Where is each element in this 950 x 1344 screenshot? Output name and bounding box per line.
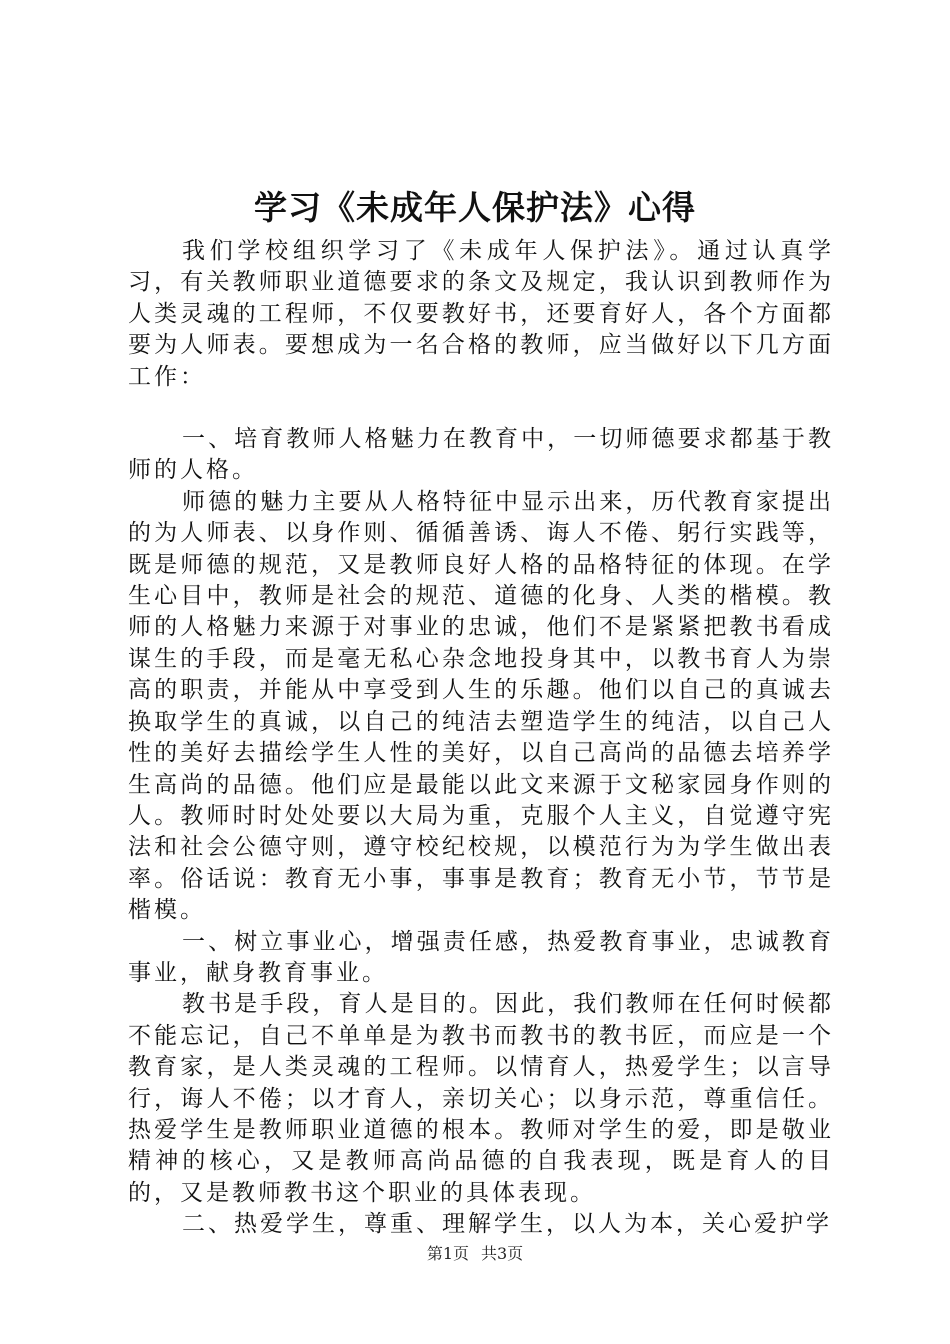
paragraph-heading-2: 一、树立事业心，增强责任感，热爱教育事业，忠诚教育事业，献身教育事业。 (128, 928, 834, 986)
paragraph-heading-3: 二、热爱学生，尊重、理解学生，以人为本，关心爱护学 (182, 1211, 832, 1238)
page-total: 共3页 (481, 1244, 524, 1263)
paragraph-teacher-charm: 师德的魅力主要从人格特征中显示出来，历代教育家提出的为人师表、以身作则、循循善诱、诲人不倦、躬行实践等，既是师德的规范，又是教师良好人格的品格特征的体现。在学生心目中，教师是社会的规范、道德的化身、人类的楷模。教师的人格魅力来源于对事业的忠诚，他们不是紧紧把教书看成谋生的手段，而是毫无私心杂念地投身其中，以教书育人为崇高的职责，并能从中享受到人生的乐趣。他们以自己的真诚去换取学生的真诚，以自己的纯洁去塑造学生的纯洁，以自己人性的美好去描绘学生人性的美好，以自己高尚的品德去培养学生高尚的品德。他们应是最能以此文来源于文秘家园身作则的人。教师时时处处要以大局为重，克服个人主义，自觉遵守宪法和社会公德守则，遵守校纪校规，以模范行为为学生做出表率。俗话说：教育无小事，事事是教育；教育无小节，节节是楷模。 (128, 488, 834, 924)
document-body (128, 236, 834, 1241)
paragraph-intro: 我们学校组织学习了《未成年人保护法》。通过认真学习，有关教师职业道德要求的条文及规定，我认识到教师作为人类灵魂的工程师，不仅要教好书，还要育好人，各个方面都要为人师表。要想成为一名合格的教师，应当做好以下几方面工作： (128, 238, 834, 390)
paragraph-heading-1: 一、培育教师人格魅力在教育中，一切师德要求都基于教师的人格。 (128, 426, 834, 484)
paragraph-teaching-purpose: 教书是手段，育人是目的。因此，我们教师在任何时候都不能忘记，自己不单单是为教书而教书的教书匠，而应是一个教育家，是人类灵魂的工程师。以情育人，热爱学生；以言导行，诲人不倦；以才育人，亲切关心；以身示范，尊重信任。热爱学生是教师职业道德的根本。教师对学生的爱，即是敬业精神的核心，又是教师高尚品德的自我表现，既是育人的目的，又是教师教书这个职业的具体表现。 (128, 991, 834, 1206)
page-footer (0, 1244, 950, 1264)
page-number: 第1页 (426, 1244, 469, 1263)
document-title: 学习《未成年人保护法》心得 (254, 188, 696, 227)
